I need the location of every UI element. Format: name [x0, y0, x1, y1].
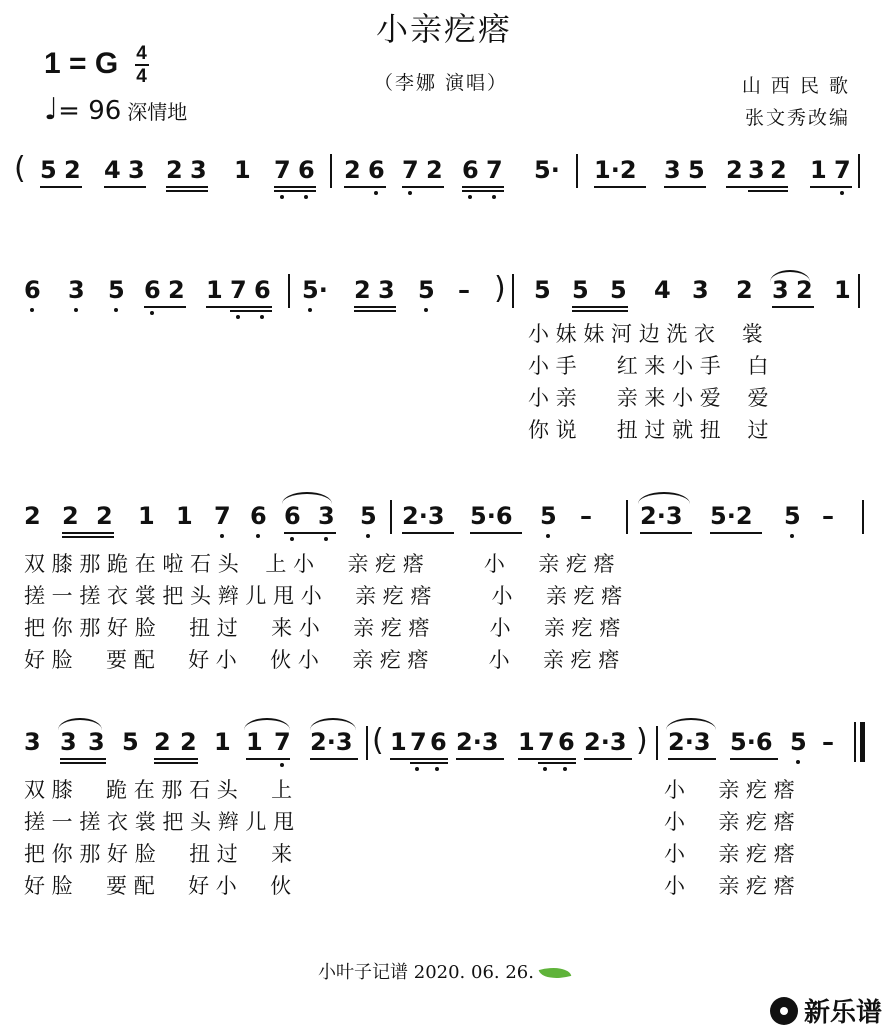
lyric-line: 搓 一 搓 衣 裳 把 头 辫 儿 甩 [24, 810, 295, 834]
time-signature [135, 44, 149, 86]
tempo-value: = 96 [58, 96, 122, 126]
arranger-text: 张文秀改编 [744, 107, 850, 129]
time-top: 4 [136, 43, 147, 64]
lyric-line: 搓 一 搓 衣 裳 把 头 辫 儿 甩 小 亲 疙 瘩 小 亲 疙 瘩 [24, 584, 623, 608]
lyric-line: 小 亲 疙 瘩 [664, 810, 795, 834]
lyric-line: 小 亲 亲 来 小 爱 爱 [528, 386, 769, 410]
note: 6 [298, 156, 315, 184]
lyrics-row-4-end [664, 774, 795, 902]
vinyl-disc-icon [770, 997, 798, 1025]
note: 2 [64, 156, 81, 184]
lyrics-row-3 [24, 548, 622, 676]
site-logo[interactable] [770, 992, 882, 1029]
transcriber-credit [0, 958, 888, 984]
key-text: 1 = G [44, 46, 119, 80]
lyric-line: 小 亲 疙 瘩 [664, 874, 795, 898]
tempo-marking [44, 92, 187, 127]
note: 4 [104, 156, 121, 184]
note: 5 [40, 156, 57, 184]
note: 7 [274, 156, 291, 184]
music-row-3: 2 2 2 1 1 7 6 6 3 5 2·3 5·6 5 – 2·3 5·2 5 – [0, 496, 888, 556]
lyric-line: 好 脸 要 配 好 小 伙 小 亲 疙 瘩 小 亲 疙 瘩 [24, 648, 620, 672]
lyrics-row-2 [528, 318, 768, 446]
lyric-line: 把 你 那 好 脸 扭 过 来 [24, 842, 293, 866]
lyric-line: 你 说 扭 过 就 扭 过 [528, 418, 769, 442]
music-row-2: 6 3 5 6 2 1 7 6 5· 2 3 5 – ) 5 5 5 4 3 2 3 2 1 [0, 270, 888, 330]
lyric-line: 双 膝 跪 在 那 石 头 上 [24, 778, 293, 802]
expression-mark: 深情地 [127, 100, 188, 124]
note: 3 [128, 156, 145, 184]
lyric-line: 双 膝 那 跪 在 啦 石 头 上 小 亲 疙 瘩 小 亲 疙 瘩 [24, 552, 615, 576]
time-bottom: 4 [136, 66, 147, 87]
leaf-icon [539, 962, 572, 983]
song-title: 小亲疙瘩 [375, 10, 512, 48]
credit-text: 小叶子记谱 2020. 06. 26. [318, 962, 534, 983]
singer-credit: （李娜 演唱） [374, 72, 509, 94]
music-row-4: 3 3 3 5 2 2 1 1 7 2·3 ( 1 7 6 2·3 1 7 6 2·3 ) 2·3 5·6 5 – [0, 722, 888, 782]
lyric-line: 把 你 那 好 脸 扭 过 来 小 亲 疙 瘩 小 亲 疙 瘩 [24, 616, 621, 640]
lyric-line: 好 脸 要 配 好 小 伙 [24, 874, 292, 898]
lyrics-row-4 [24, 774, 294, 902]
note: 1 [234, 156, 251, 184]
quarter-note-icon: ♩ [44, 92, 59, 127]
key-signature [44, 44, 149, 86]
note: 3 [190, 156, 207, 184]
lyric-line: 小 妹 妹 河 边 洗 衣 裳 [528, 322, 763, 346]
origin-info [742, 70, 850, 134]
lyric-line: 小 亲 疙 瘩 [664, 778, 795, 802]
lyric-line: 小 手 红 来 小 手 白 [528, 354, 769, 378]
lyric-line: 小 亲 疙 瘩 [664, 842, 795, 866]
note: 2 [166, 156, 183, 184]
music-row-1: ( 5 2 4 3 2 3 1 7 6 2 6 7 2 6 7 5· 1·2 3 5 2 3 2 1 7 [0, 150, 888, 210]
logo-text: 新乐谱 [803, 998, 882, 1028]
origin-text: 山 西 民 歌 [741, 75, 850, 97]
